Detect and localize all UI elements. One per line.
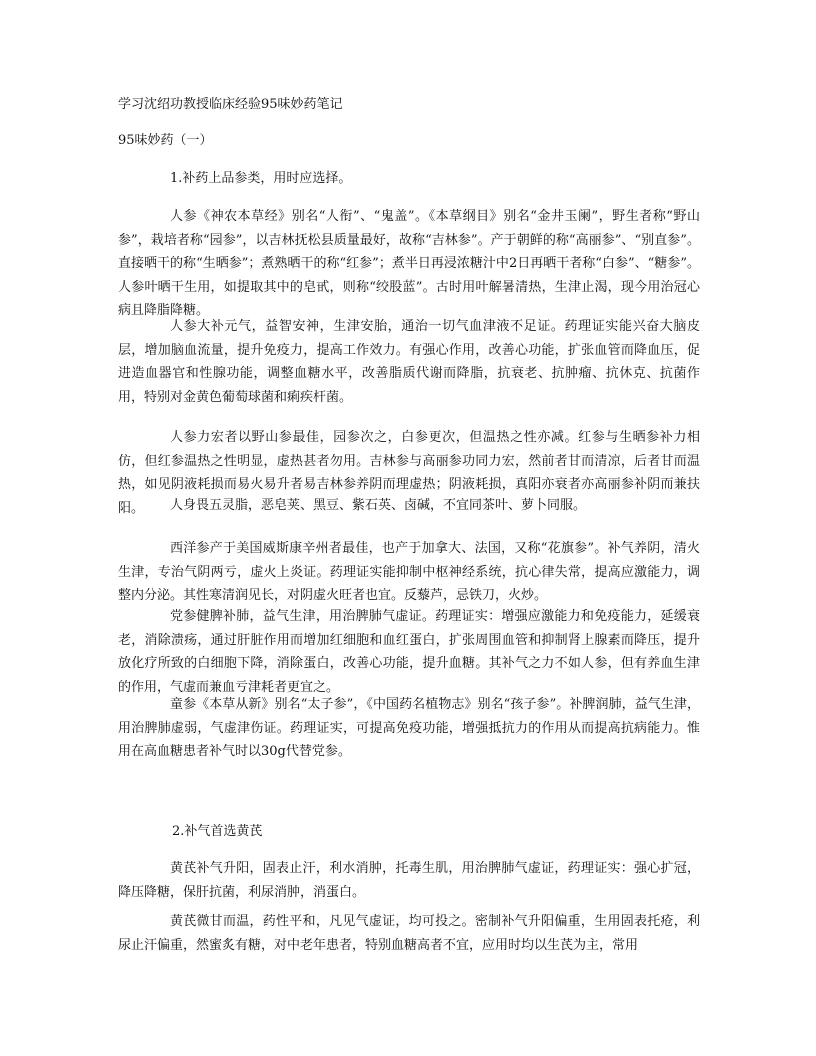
paragraph: 童参《本草从新》别名“太子参”，《中国药名植物志》别名“孩子参”。补脾润肺，益气生津，用治脾肺虚弱，气虚津伤证。药理证实，可提高免疫功能，增强抵抗力的作用从而提高抗病能力。惟用在高血糖患者补气时以30g代替党参。	[118, 697, 700, 760]
subheading-2: 2.补气首选黄芪	[172, 824, 263, 839]
paragraph: 黄芪微甘而温，药性平和，凡见气虚证，均可投之。密制补气升阳偏重，生用固表托疮，利尿止汗偏重，然蜜炙有糖，对中老年患者，特别血糖高者不宜，应用时均以生芪为主，常用	[118, 914, 700, 953]
section-title: 95味妙药（一）	[118, 133, 213, 148]
paragraph: 西洋参产于美国威斯康辛州者最佳，也产于加拿大、法国，又称“花旗参”。补气养阴，清火生津，专治气阴两亏，虚火上炎证。药理证实能抑制中枢神经系统，抗心律失常，提高应激能力，调整内分泌。其性寒清润见长，对阴虚火旺者也宜。反藜芦，忌铁刀，火炒。	[118, 541, 700, 604]
subheading-1: 1.补药上品参类，用时应选择。	[170, 171, 352, 186]
paragraph: 党参健脾补肺，益气生津，用治脾肺气虚证。药理证实：增强应激能力和免疫能力，延缓衰老，消除溃疡，通过肝脏作用而增加红细胞和血红蛋白，扩张周围血管和抑制肾上腺素而降压，提升放化疗所致的白细胞下降，消除蛋白，改善心功能，提升血糖。其补气之力不如人参，但有养血生津的作用，气虚而兼血亏津耗者更宜之。	[118, 609, 700, 695]
document-title: 学习沈绍功教授临床经验95味妙药笔记	[118, 97, 343, 112]
paragraph: 黄芪补气升阳，固表止汗，利水消肿，托毒生肌，用治脾肺气虚证，药理证实：强心扩冠，降压降糖，保肝抗菌，利尿消肿，消蛋白。	[118, 861, 700, 900]
paragraph: 人参《神农本草经》别名“人衔”、“鬼盖”。《本草纲目》别名“金井玉阑”，野生者称“野山参”，栽培者称“园参”，以吉林抚松县质量最好，故称“吉林参”。产于朝鲜的称“高丽参”、“别直参”。直接晒干的称“生晒参”；煮熟晒干的称“红参”；煮半日再浸浓糖汁中2日再晒干者称“白参”、“糖参”。人参叶晒干生用，如提取其中的皂甙，则称“绞股蓝”。古时用叶解暑清热，生津止渴，现今用治冠心病且降脂降糖。	[118, 209, 700, 319]
paragraph: 人身畏五灵脂，恶皂荚、黑豆、紫石英、卤碱，不宜同茶叶、萝卜同服。	[170, 498, 587, 513]
paragraph: 人参力宏者以野山参最佳，园参次之，白参更次，但温热之性亦减。红参与生晒参补力相仿，但红参温热之性明显，虚热甚者勿用。吉林参与高丽参功同力宏，然前者甘而清凉，后者甘而温热，如见阴液耗损而易火易升者易吉林参养阴而理虚热；阴液耗损，真阳亦衰者亦高丽参补阴而兼扶阳。	[118, 430, 700, 516]
paragraph: 人参大补元气，益智安神，生津安胎，通治一切气血津液不足证。药理证实能兴奋大脑皮层，增加脑血流量，提升免疫力，提高工作效力。有强心作用，改善心功能，扩张血管而降血压，促进造血器官和性腺功能，调整血糖水平，改善脂质代谢而降脂，抗衰老、抗肿瘤、抗休克、抗菌作用，特别对金黄色葡萄球菌和痢疾杆菌。	[118, 319, 700, 405]
